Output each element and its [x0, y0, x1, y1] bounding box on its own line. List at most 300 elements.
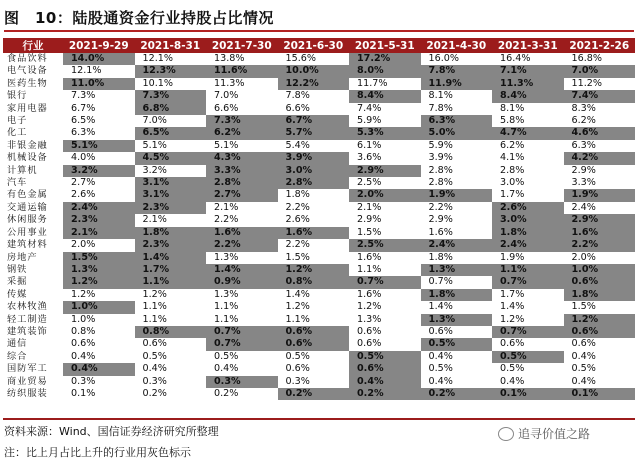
share-cell: 2.2%: [285, 239, 310, 251]
share-cell: 16.8%: [571, 53, 602, 64]
share-cell: 1.1%: [135, 276, 207, 288]
share-cell: 1.3%: [214, 251, 239, 263]
industry-name: 国防军工: [7, 363, 48, 375]
share-cell: 1.1%: [142, 301, 167, 313]
share-cell: 8.1%: [428, 90, 453, 102]
legend-note: 注：比上月占比上升的行业用灰色标示: [4, 446, 191, 459]
share-cell: 0.2%: [421, 388, 493, 400]
share-cell: 3.9%: [428, 152, 453, 164]
header-date: 2021-5-31: [349, 38, 421, 53]
share-cell: 2.8%: [428, 164, 453, 176]
table-row: [3, 140, 635, 152]
share-cell: 7.3%: [71, 90, 96, 102]
table-row: [3, 165, 635, 177]
table-row: [3, 326, 635, 338]
table-row: [3, 177, 635, 189]
share-cell: 11.3%: [214, 77, 245, 89]
share-cell: 1.9%: [564, 189, 636, 201]
share-cell: 6.2%: [500, 139, 525, 151]
figure-title: [4, 4, 634, 32]
industry-name: 汽车: [7, 177, 28, 189]
industry-name: 通信: [7, 338, 28, 350]
table-row: [3, 314, 635, 326]
share-cell: 0.3%: [142, 375, 167, 387]
industry-name: 钢铁: [7, 263, 28, 275]
share-cell: 2.9%: [428, 214, 453, 226]
share-cell: 0.5%: [500, 363, 525, 375]
share-cell: 0.7%: [492, 326, 564, 338]
industry-name: 纺织服装: [7, 387, 48, 399]
share-cell: 1.6%: [206, 227, 278, 239]
table-row: [3, 115, 635, 127]
share-cell: 0.5%: [285, 350, 310, 362]
share-cell: 1.6%: [278, 227, 350, 239]
industry-name: 化工: [7, 127, 28, 139]
share-cell: 1.9%: [500, 251, 525, 263]
share-cell: 0.6%: [564, 326, 636, 338]
share-cell: 5.1%: [63, 140, 135, 152]
share-cell: 2.2%: [564, 239, 636, 251]
share-cell: 2.1%: [357, 201, 382, 213]
share-cell: 2.1%: [142, 214, 167, 226]
share-cell: 3.0%: [492, 214, 564, 226]
industry-name: 综合: [7, 350, 28, 362]
share-cell: 7.4%: [564, 90, 636, 102]
share-cell: 0.2%: [142, 387, 167, 399]
industry-name: 房地产: [7, 251, 38, 263]
share-cell: 6.3%: [571, 139, 596, 151]
share-cell: 2.6%: [285, 214, 310, 226]
share-cell: 0.4%: [571, 375, 596, 387]
watermark: [498, 425, 590, 442]
share-cell: 7.0%: [214, 90, 239, 102]
share-cell: 0.5%: [492, 351, 564, 363]
share-cell: 1.5%: [63, 252, 135, 264]
table-row: [3, 189, 635, 201]
share-cell: 5.0%: [421, 127, 493, 139]
share-cell: 2.5%: [357, 177, 382, 189]
share-cell: 5.8%: [500, 115, 525, 127]
share-cell: 13.8%: [214, 53, 245, 64]
share-cell: 2.4%: [421, 239, 493, 251]
share-cell: 4.0%: [71, 152, 96, 164]
header-date: 2021-3-31: [492, 38, 564, 53]
figure-title-text: 图 10：陆股通资金行业持股占比情况: [4, 8, 274, 27]
share-cell: 6.5%: [135, 127, 207, 139]
share-cell: 12.2%: [278, 78, 350, 90]
share-cell: 1.8%: [564, 289, 636, 301]
share-cell: 1.4%: [206, 264, 278, 276]
share-cell: 0.6%: [500, 338, 525, 350]
share-cell: 5.1%: [214, 139, 239, 151]
header-industry: 行业: [3, 38, 63, 53]
share-cell: 0.3%: [285, 375, 310, 387]
share-cell: 2.3%: [135, 202, 207, 214]
share-cell: 0.7%: [492, 276, 564, 288]
industry-name: 非银金融: [7, 139, 48, 151]
table-row: [3, 214, 635, 226]
share-cell: 0.4%: [428, 375, 453, 387]
share-cell: 0.5%: [571, 363, 596, 375]
share-cell: 6.1%: [357, 139, 382, 151]
share-cell: 4.5%: [135, 152, 207, 164]
table-header-row: [3, 38, 635, 53]
share-cell: 5.9%: [357, 115, 382, 127]
share-cell: 1.1%: [142, 313, 167, 325]
share-cell: 6.7%: [278, 115, 350, 127]
share-cell: 2.4%: [571, 201, 596, 213]
share-cell: 16.4%: [500, 53, 531, 64]
share-cell: 2.7%: [71, 177, 96, 189]
share-cell: 2.9%: [349, 165, 421, 177]
share-cell: 1.4%: [428, 301, 453, 313]
table-row: [3, 152, 635, 164]
share-cell: 0.5%: [142, 350, 167, 362]
industry-name: 商业贸易: [7, 375, 48, 387]
share-cell: 1.5%: [357, 226, 382, 238]
share-cell: 8.4%: [492, 90, 564, 102]
share-cell: 3.3%: [206, 165, 278, 177]
share-cell: 2.6%: [71, 189, 96, 201]
share-cell: 0.5%: [428, 363, 453, 375]
share-cell: 1.1%: [357, 263, 382, 275]
share-cell: 0.1%: [564, 388, 636, 400]
table-row: [3, 363, 635, 375]
header-date: 2021-7-30: [206, 38, 278, 53]
share-cell: 1.5%: [571, 301, 596, 313]
share-cell: 2.9%: [564, 214, 636, 226]
share-cell: 7.0%: [142, 115, 167, 127]
share-cell: 1.0%: [71, 313, 96, 325]
table-row: [3, 289, 635, 301]
industry-name: 采掘: [7, 276, 28, 288]
share-cell: 7.8%: [428, 102, 453, 114]
header-date: 2021-9-29: [63, 38, 135, 53]
share-cell: 2.3%: [135, 239, 207, 251]
industry-name: 计算机: [7, 164, 38, 176]
table-row: [3, 388, 635, 400]
share-cell: 7.0%: [564, 65, 636, 77]
industry-name: 轻工制造: [7, 313, 48, 325]
share-cell: 7.8%: [285, 90, 310, 102]
share-cell: 6.3%: [421, 115, 493, 127]
share-cell: 6.5%: [71, 115, 96, 127]
wechat-icon: [498, 427, 514, 441]
share-cell: 1.2%: [285, 301, 310, 313]
share-cell: 1.7%: [500, 288, 525, 300]
share-cell: 7.1%: [492, 65, 564, 77]
share-cell: 1.8%: [285, 189, 310, 201]
share-cell: 1.1%: [492, 264, 564, 276]
share-cell: 1.6%: [564, 227, 636, 239]
source-note: 资料来源：Wind、国信证券经济研究所整理: [4, 425, 219, 438]
share-cell: 1.9%: [421, 189, 493, 201]
share-cell: 0.6%: [571, 338, 596, 350]
share-cell: 2.1%: [63, 227, 135, 239]
industry-name: 机械设备: [7, 152, 48, 164]
share-cell: 8.3%: [571, 102, 596, 114]
share-cell: 8.1%: [500, 102, 525, 114]
table-row: [3, 103, 635, 115]
share-cell: 0.6%: [357, 338, 382, 350]
header-date: 2021-4-30: [421, 38, 493, 53]
industry-name: 休闲服务: [7, 214, 48, 226]
industry-name: 有色金属: [7, 189, 48, 201]
share-cell: 0.9%: [206, 276, 278, 288]
share-cell: 8.4%: [349, 90, 421, 102]
share-cell: 6.8%: [135, 103, 207, 115]
share-cell: 2.8%: [428, 177, 453, 189]
share-cell: 1.8%: [428, 251, 453, 263]
share-cell: 0.3%: [71, 375, 96, 387]
share-cell: 0.4%: [349, 376, 421, 388]
share-cell: 4.3%: [206, 152, 278, 164]
header-date: 2021-8-31: [135, 38, 207, 53]
share-cell: 1.3%: [214, 288, 239, 300]
industry-name: 建筑装饰: [7, 325, 48, 337]
share-cell: 3.2%: [142, 164, 167, 176]
share-cell: 11.9%: [421, 78, 493, 90]
share-cell: 0.6%: [278, 338, 350, 350]
share-cell: 3.9%: [278, 152, 350, 164]
share-cell: 1.1%: [285, 313, 310, 325]
watermark-text: 追寻价值之路: [518, 427, 591, 441]
share-cell: 1.6%: [357, 288, 382, 300]
share-cell: 1.8%: [421, 289, 493, 301]
share-cell: 3.6%: [357, 152, 382, 164]
share-cell: 2.8%: [206, 177, 278, 189]
share-cell: 0.7%: [349, 276, 421, 288]
share-cell: 3.1%: [135, 189, 207, 201]
share-cell: 5.4%: [285, 139, 310, 151]
share-cell: 2.4%: [492, 239, 564, 251]
holdings-table-container: [3, 38, 635, 400]
share-cell: 1.4%: [135, 252, 207, 264]
share-cell: 3.0%: [278, 165, 350, 177]
share-cell: 1.2%: [564, 314, 636, 326]
share-cell: 1.4%: [285, 288, 310, 300]
share-cell: 1.8%: [492, 227, 564, 239]
share-cell: 0.1%: [492, 388, 564, 400]
share-cell: 3.3%: [571, 177, 596, 189]
table-row: [3, 53, 635, 65]
share-cell: 7.4%: [357, 102, 382, 114]
share-cell: 2.1%: [214, 201, 239, 213]
industry-name: 食品饮料: [7, 53, 48, 64]
share-cell: 0.5%: [214, 350, 239, 362]
share-cell: 7.3%: [135, 90, 207, 102]
table-row: [3, 90, 635, 102]
industry-name: 医药生物: [7, 77, 48, 89]
share-cell: 0.4%: [428, 350, 453, 362]
share-cell: 5.7%: [278, 127, 350, 139]
share-cell: 0.6%: [349, 363, 421, 375]
share-cell: 11.2%: [571, 77, 602, 89]
share-cell: 12.3%: [135, 65, 207, 77]
share-cell: 2.7%: [206, 189, 278, 201]
share-cell: 6.6%: [285, 102, 310, 114]
share-cell: 1.0%: [63, 301, 135, 313]
industry-name: 银行: [7, 90, 28, 102]
share-cell: 2.0%: [349, 189, 421, 201]
share-cell: 4.6%: [564, 127, 636, 139]
share-cell: 16.0%: [428, 53, 459, 64]
industry-name: 交通运输: [7, 201, 48, 213]
table-row: [3, 65, 635, 77]
share-cell: 14.0%: [63, 53, 135, 65]
header-date: 2021-6-30: [278, 38, 350, 53]
table-row: [3, 264, 635, 276]
share-cell: 1.4%: [500, 301, 525, 313]
table-row: [3, 78, 635, 90]
share-cell: 1.6%: [428, 226, 453, 238]
share-cell: 0.6%: [428, 325, 453, 337]
table-row: [3, 338, 635, 350]
share-cell: 0.6%: [285, 363, 310, 375]
share-cell: 2.9%: [571, 164, 596, 176]
share-cell: 1.3%: [63, 264, 135, 276]
share-cell: 1.2%: [63, 276, 135, 288]
share-cell: 0.3%: [206, 376, 278, 388]
share-cell: 0.4%: [214, 363, 239, 375]
share-cell: 4.7%: [492, 127, 564, 139]
share-cell: 2.8%: [500, 164, 525, 176]
share-cell: 0.8%: [135, 326, 207, 338]
share-cell: 0.2%: [214, 387, 239, 399]
share-cell: 1.7%: [135, 264, 207, 276]
share-cell: 0.4%: [571, 350, 596, 362]
share-cell: 10.1%: [142, 77, 173, 89]
share-cell: 1.3%: [421, 314, 493, 326]
share-cell: 1.2%: [357, 301, 382, 313]
industry-name: 家用电器: [7, 102, 48, 114]
share-cell: 5.3%: [349, 127, 421, 139]
share-cell: 1.0%: [564, 264, 636, 276]
share-cell: 0.5%: [421, 338, 493, 350]
share-cell: 1.2%: [142, 288, 167, 300]
industry-name: 电子: [7, 115, 28, 127]
share-cell: 6.2%: [206, 127, 278, 139]
share-cell: 1.1%: [214, 301, 239, 313]
share-cell: 0.4%: [63, 363, 135, 375]
share-cell: 4.2%: [564, 152, 636, 164]
share-cell: 1.2%: [500, 313, 525, 325]
share-cell: 7.8%: [421, 65, 493, 77]
share-cell: 10.0%: [278, 65, 350, 77]
share-cell: 2.6%: [492, 202, 564, 214]
industry-name: 农林牧渔: [7, 301, 48, 313]
share-cell: 3.2%: [63, 165, 135, 177]
share-cell: 2.5%: [349, 239, 421, 251]
share-cell: 0.7%: [206, 338, 278, 350]
share-cell: 5.1%: [142, 139, 167, 151]
share-cell: 1.8%: [135, 227, 207, 239]
share-cell: 0.1%: [71, 387, 96, 399]
share-cell: 2.3%: [63, 214, 135, 226]
share-cell: 0.6%: [278, 326, 350, 338]
share-cell: 1.2%: [278, 264, 350, 276]
share-cell: 0.4%: [71, 350, 96, 362]
share-cell: 1.6%: [357, 251, 382, 263]
share-cell: 2.2%: [285, 201, 310, 213]
share-cell: 3.0%: [500, 177, 525, 189]
share-cell: 2.8%: [278, 177, 350, 189]
share-cell: 6.7%: [71, 102, 96, 114]
industry-name: 电气设备: [7, 65, 48, 77]
share-cell: 1.5%: [285, 251, 310, 263]
share-cell: 6.3%: [71, 127, 96, 139]
share-cell: 5.9%: [428, 139, 453, 151]
share-cell: 2.0%: [71, 239, 96, 251]
share-cell: 2.2%: [206, 239, 278, 251]
table-row: [3, 239, 635, 251]
share-cell: 0.4%: [142, 363, 167, 375]
share-cell: 6.2%: [571, 115, 596, 127]
share-cell: 0.4%: [500, 375, 525, 387]
table-row: [3, 252, 635, 264]
table-body: [3, 53, 635, 400]
share-cell: 2.9%: [357, 214, 382, 226]
header-date: 2021-2-26: [564, 38, 636, 53]
share-cell: 12.1%: [142, 53, 173, 64]
table-row: [3, 351, 635, 363]
share-cell: 1.3%: [357, 313, 382, 325]
share-cell: 15.6%: [285, 53, 316, 64]
share-cell: 1.1%: [214, 313, 239, 325]
table-row: [3, 376, 635, 388]
table-row: [3, 202, 635, 214]
industry-name: 建筑材料: [7, 239, 48, 251]
holdings-table: [3, 38, 635, 400]
share-cell: 4.1%: [500, 152, 525, 164]
share-cell: 0.6%: [142, 338, 167, 350]
share-cell: 0.7%: [428, 276, 453, 288]
share-cell: 0.5%: [349, 351, 421, 363]
table-bottom-rule: [3, 418, 635, 420]
industry-name: 传媒: [7, 288, 28, 300]
share-cell: 8.0%: [349, 65, 421, 77]
share-cell: 0.8%: [71, 325, 96, 337]
industry-name: 公用事业: [7, 226, 48, 238]
share-cell: 0.6%: [357, 325, 382, 337]
share-cell: 6.6%: [214, 102, 239, 114]
table-row: [3, 127, 635, 139]
share-cell: 1.2%: [71, 288, 96, 300]
table-row: [3, 227, 635, 239]
share-cell: 2.2%: [428, 201, 453, 213]
share-cell: 2.4%: [63, 202, 135, 214]
share-cell: 11.6%: [206, 65, 278, 77]
share-cell: 1.3%: [421, 264, 493, 276]
share-cell: 0.2%: [349, 388, 421, 400]
share-cell: 3.1%: [135, 177, 207, 189]
table-row: [3, 301, 635, 313]
share-cell: 11.0%: [63, 78, 135, 90]
share-cell: 0.7%: [206, 326, 278, 338]
share-cell: 0.2%: [278, 388, 350, 400]
share-cell: 17.2%: [349, 53, 421, 65]
share-cell: 12.1%: [71, 65, 102, 77]
share-cell: 7.3%: [206, 115, 278, 127]
table-row: [3, 276, 635, 288]
share-cell: 2.0%: [571, 251, 596, 263]
share-cell: 2.2%: [214, 214, 239, 226]
share-cell: 0.8%: [278, 276, 350, 288]
share-cell: 0.6%: [564, 276, 636, 288]
share-cell: 11.7%: [357, 77, 388, 89]
share-cell: 0.6%: [71, 338, 96, 350]
share-cell: 11.3%: [492, 78, 564, 90]
